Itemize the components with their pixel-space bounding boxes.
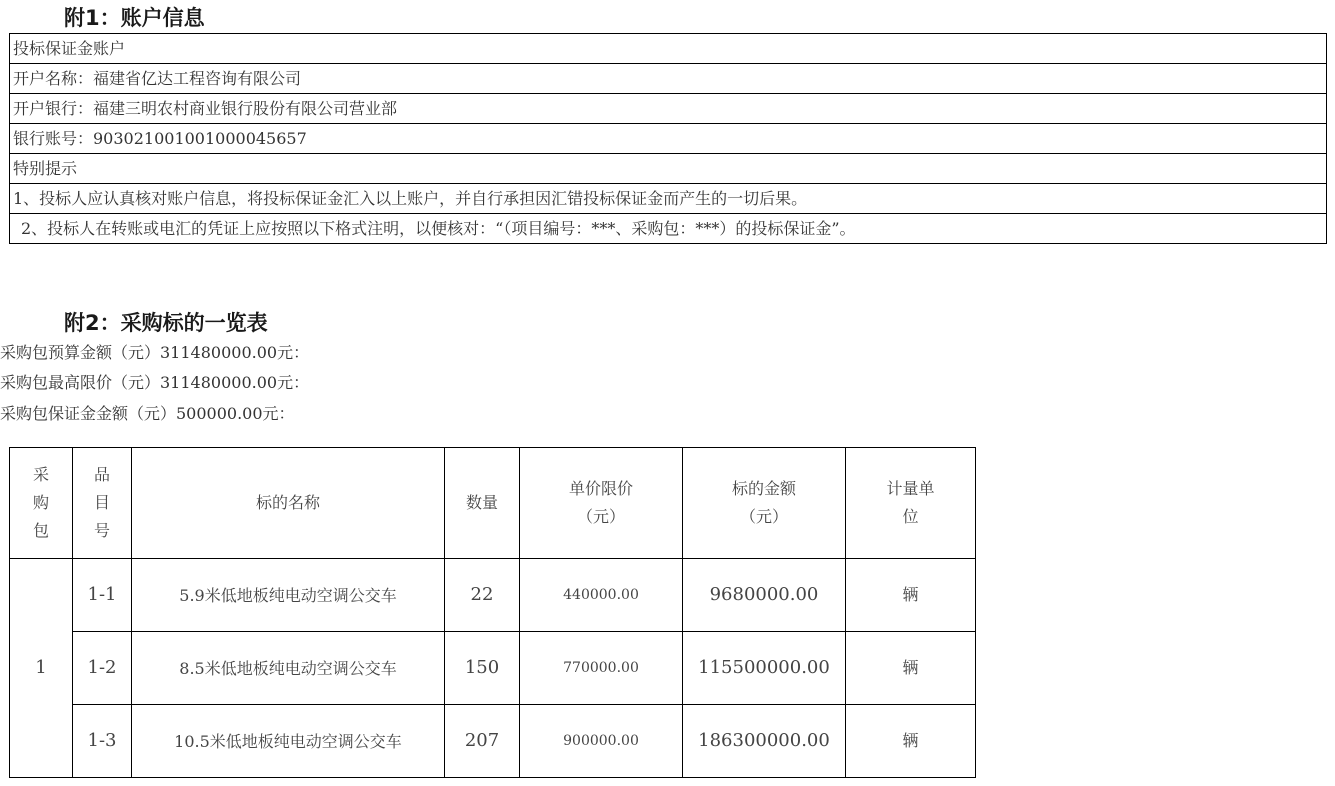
header-unit-price: 单价限价 （元） [520,448,683,559]
header-quantity: 数量 [445,448,520,559]
table-row [10,632,976,705]
procurement-items-table [9,447,976,778]
header-item-no: 品 目 号 [73,448,132,559]
package-cell: 1 [10,559,73,778]
item-name-cell: 8.5米低地板纯电动空调公交车 [132,632,445,705]
account-name: 开户名称：福建省亿达工程咨询有限公司 [10,64,1327,94]
table-header-row [10,448,976,559]
item-name-cell: 10.5米低地板纯电动空调公交车 [132,705,445,778]
deposit-amount-line: 采购包保证金金额（元）500000.00元： [0,404,295,423]
header-item-name: 标的名称 [132,448,445,559]
max-price-line: 采购包最高限价（元）311480000.00元： [0,373,310,392]
account-section-title: 投标保证金账户 [10,34,1327,64]
account-bank: 开户银行：福建三明农村商业银行股份有限公司营业部 [10,94,1327,124]
special-notice-title: 特别提示 [10,154,1327,184]
table-row [10,559,976,632]
unit-cell: 辆 [846,705,976,778]
unit-cell: 辆 [846,559,976,632]
amount-cell: 9680000.00 [683,559,846,632]
notice-item-2: 2、投标人在转账或电汇的凭证上应按照以下格式注明，以便核对：“（项目编号：***、采购包：***）的投标保证金”。 [10,214,1327,244]
item-no-cell: 1-1 [73,559,132,632]
quantity-cell: 150 [445,632,520,705]
unit-price-cell: 770000.00 [520,632,683,705]
notice-item-1: 1、投标人应认真核对账户信息，将投标保证金汇入以上账户，并自行承担因汇错投标保证金而产生的一切后果。 [10,184,1327,214]
account-info-table [9,33,1327,244]
quantity-cell: 22 [445,559,520,632]
heading-procurement-list: 附2：采购标的一览表 [64,311,268,335]
amount-cell: 115500000.00 [683,632,846,705]
heading-account-info: 附1：账户信息 [64,6,205,30]
header-package: 采 购 包 [10,448,73,559]
header-unit: 计量单 位 [846,448,976,559]
table-row [10,705,976,778]
unit-cell: 辆 [846,632,976,705]
header-amount: 标的金额 （元） [683,448,846,559]
unit-price-cell: 440000.00 [520,559,683,632]
amount-cell: 186300000.00 [683,705,846,778]
item-name-cell: 5.9米低地板纯电动空调公交车 [132,559,445,632]
quantity-cell: 207 [445,705,520,778]
budget-amount-line: 采购包预算金额（元）311480000.00元： [0,343,310,362]
account-number: 银行账号：903021001001000045657 [10,124,1327,154]
item-no-cell: 1-3 [73,705,132,778]
unit-price-cell: 900000.00 [520,705,683,778]
item-no-cell: 1-2 [73,632,132,705]
